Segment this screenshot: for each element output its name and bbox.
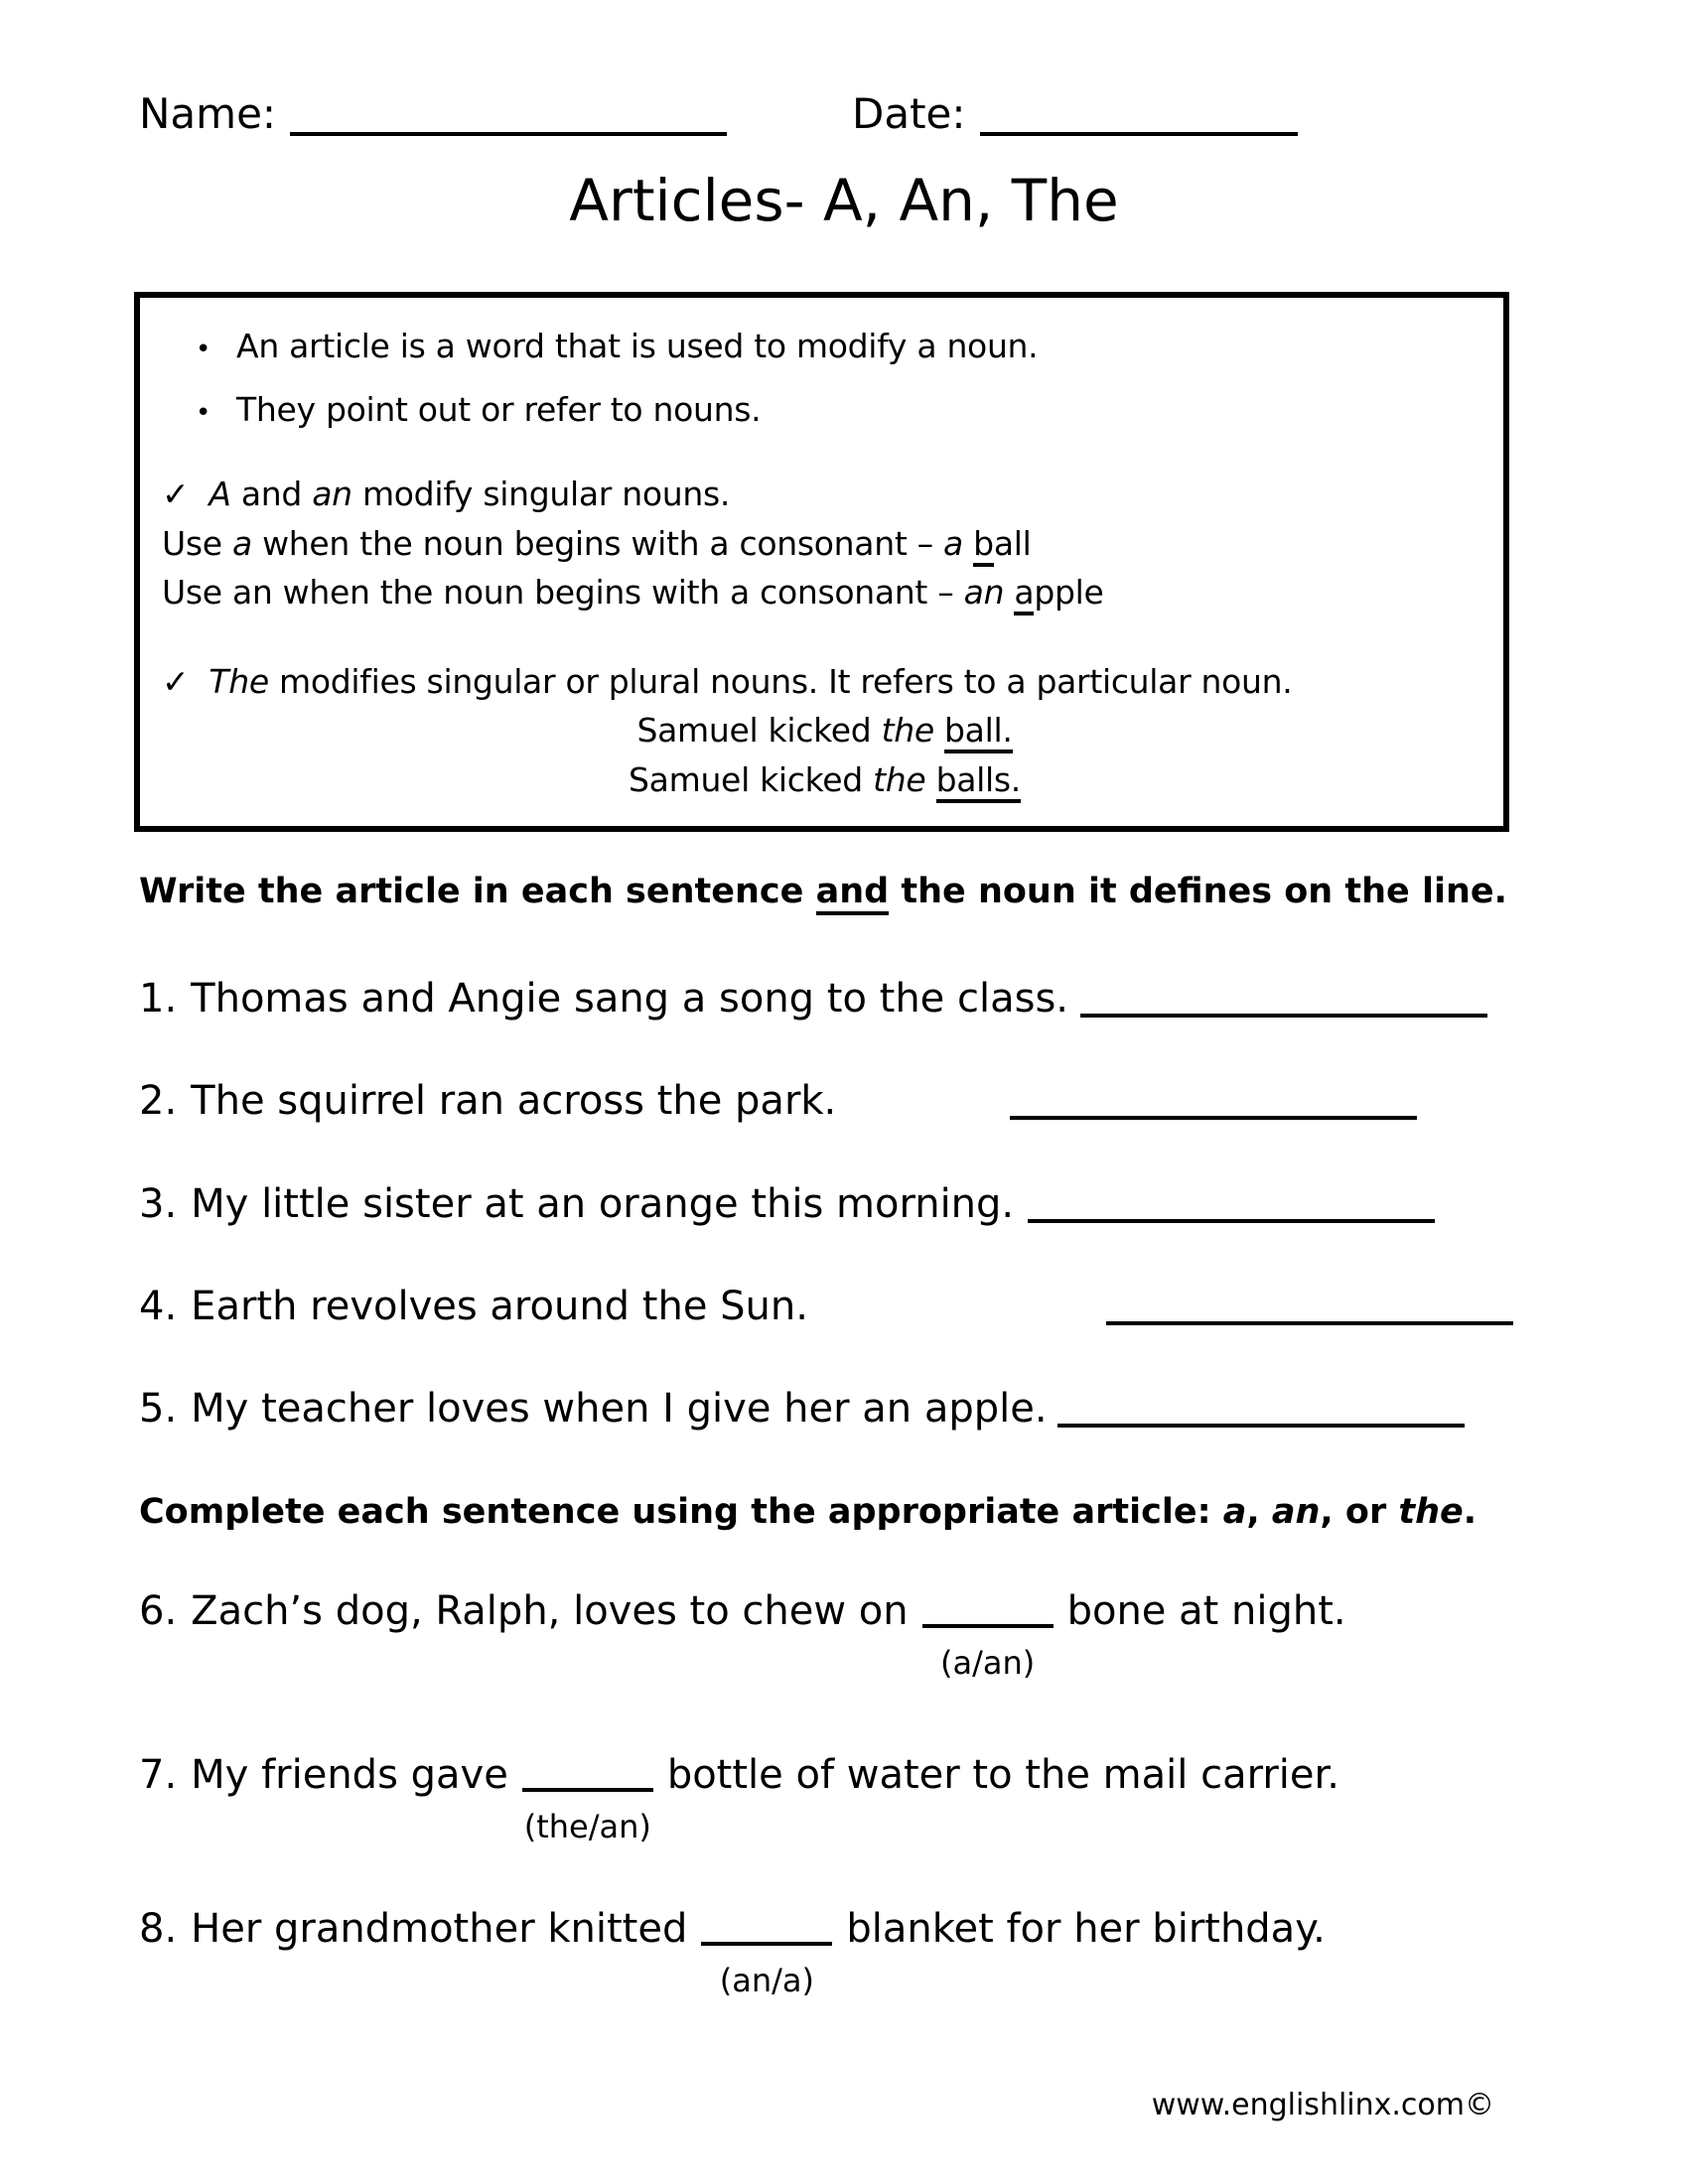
text-segment: a: [1014, 573, 1034, 615]
name-field-row: [139, 89, 727, 138]
question-number: 7.: [139, 1752, 178, 1798]
question-row-2: [139, 1078, 1417, 1124]
date-label: Date:: [852, 89, 966, 138]
text-segment: , or: [1320, 1492, 1399, 1532]
text-segment: modifies singular or plural nouns. It refers to a particular noun.: [279, 661, 1293, 701]
text-segment: and: [240, 475, 313, 513]
rule-an-usage-line: [162, 568, 1487, 617]
question-text: Earth revolves around the Sun.: [191, 1284, 808, 1329]
check-icon: ✓: [162, 661, 190, 701]
question-row-1: [139, 976, 1487, 1022]
question-row-5: [139, 1386, 1465, 1432]
example-sentence: [162, 706, 1487, 755]
check-icon: ✓: [162, 475, 190, 513]
name-input-line[interactable]: [290, 132, 727, 136]
text-segment: modify singular nouns.: [361, 475, 731, 513]
text-segment: an: [1271, 1492, 1321, 1532]
bullet-icon: •: [196, 397, 211, 428]
text-segment: the: [881, 711, 945, 750]
rule-text: They point out or refer to nouns.: [236, 389, 762, 429]
article-hint: (a/an): [939, 1644, 1036, 1682]
text-segment: an: [963, 573, 1015, 612]
example-sentence: [162, 755, 1487, 805]
text-segment: and: [816, 872, 890, 915]
question-number: 8.: [139, 1906, 178, 1952]
question-text: The squirrel ran across the park.: [191, 1078, 837, 1124]
question-text-after: blanket for her birthday.: [846, 1906, 1326, 1952]
rule-a-an-heading: [162, 470, 1487, 519]
text-segment: the: [873, 759, 936, 799]
text-segment: the: [1398, 1492, 1464, 1532]
answer-blank[interactable]: [1010, 1116, 1417, 1120]
answer-blank[interactable]: [1057, 1424, 1465, 1428]
text-segment: Samuel kicked: [629, 759, 874, 799]
text-segment: The: [209, 661, 280, 701]
question-number: 1.: [139, 976, 178, 1022]
text-segment: A: [209, 475, 241, 513]
footer-website: www.englishlinx.com©: [1151, 2088, 1494, 2122]
text-segment: balls.: [936, 760, 1021, 803]
question-row-4: [139, 1284, 1513, 1329]
question-text-before: Zach’s dog, Ralph, loves to chew on: [191, 1588, 909, 1634]
text-segment: Use an when the noun begins with a consonant –: [162, 573, 964, 612]
section2-instruction: [139, 1492, 1477, 1532]
rule-bullet-line: [196, 322, 1487, 371]
question-number: 6.: [139, 1588, 178, 1634]
text-segment: Use: [162, 523, 232, 563]
date-input-line[interactable]: [980, 132, 1298, 136]
bullet-icon: •: [196, 335, 211, 364]
question-row-6: [139, 1588, 1346, 1682]
answer-blank[interactable]: [1080, 1014, 1487, 1018]
text-segment: when the noun begins with a consonant –: [251, 523, 944, 563]
article-hint: (an/a): [719, 1962, 814, 1999]
text-segment: all: [993, 523, 1032, 563]
question-text: My teacher loves when I give her an apple.: [191, 1386, 1048, 1432]
rule-text: [209, 657, 1292, 707]
rule-text: [209, 470, 730, 519]
question-text-before: Her grandmother knitted: [191, 1906, 688, 1952]
date-field-row: [852, 89, 1298, 138]
answer-blank[interactable]: [701, 1936, 832, 1999]
text-segment: Complete each sentence using the appropriate article:: [139, 1492, 1223, 1532]
text-segment: .: [1463, 1492, 1477, 1532]
question-number: 4.: [139, 1284, 178, 1329]
text-segment: pple: [1034, 573, 1104, 612]
text-segment: b: [973, 524, 994, 567]
question-row-7: [139, 1752, 1339, 1845]
question-text: My little sister at an orange this morning.: [191, 1181, 1015, 1227]
text-segment: Samuel kicked: [636, 711, 882, 750]
text-segment: a: [943, 523, 974, 563]
question-row-8: [139, 1906, 1326, 1999]
question-row-3: [139, 1181, 1435, 1227]
text-segment: ,: [1246, 1492, 1272, 1532]
rule-the-heading: [162, 657, 1487, 707]
answer-blank[interactable]: [922, 1618, 1054, 1682]
rule-a-usage-line: [162, 519, 1487, 569]
answer-blank[interactable]: [1106, 1321, 1513, 1325]
question-number: 5.: [139, 1386, 178, 1432]
text-segment: a: [231, 523, 252, 563]
question-text-after: bottle of water to the mail carrier.: [666, 1752, 1339, 1798]
question-text-before: My friends gave: [191, 1752, 508, 1798]
question-text-after: bone at night.: [1066, 1588, 1346, 1634]
section1-instruction: [139, 872, 1507, 911]
answer-blank[interactable]: [1028, 1219, 1435, 1223]
question-number: 2.: [139, 1078, 178, 1124]
rule-text: An article is a word that is used to modify a noun.: [236, 327, 1039, 365]
text-segment: the noun it defines on the line.: [889, 872, 1507, 911]
page-title: Articles- A, An, The: [569, 167, 1119, 234]
text-segment: Write the article in each sentence: [139, 872, 816, 911]
name-label: Name:: [139, 89, 277, 138]
text-segment: a: [1222, 1492, 1247, 1532]
text-segment: an: [312, 475, 362, 513]
rules-box: [134, 292, 1509, 832]
rule-bullet-line: [196, 385, 1487, 435]
question-number: 3.: [139, 1181, 178, 1227]
article-hint: (the/an): [523, 1808, 651, 1845]
question-text: Thomas and Angie sang a song to the class.: [191, 976, 1069, 1022]
text-segment: ball.: [944, 711, 1013, 753]
answer-blank[interactable]: [522, 1782, 653, 1845]
